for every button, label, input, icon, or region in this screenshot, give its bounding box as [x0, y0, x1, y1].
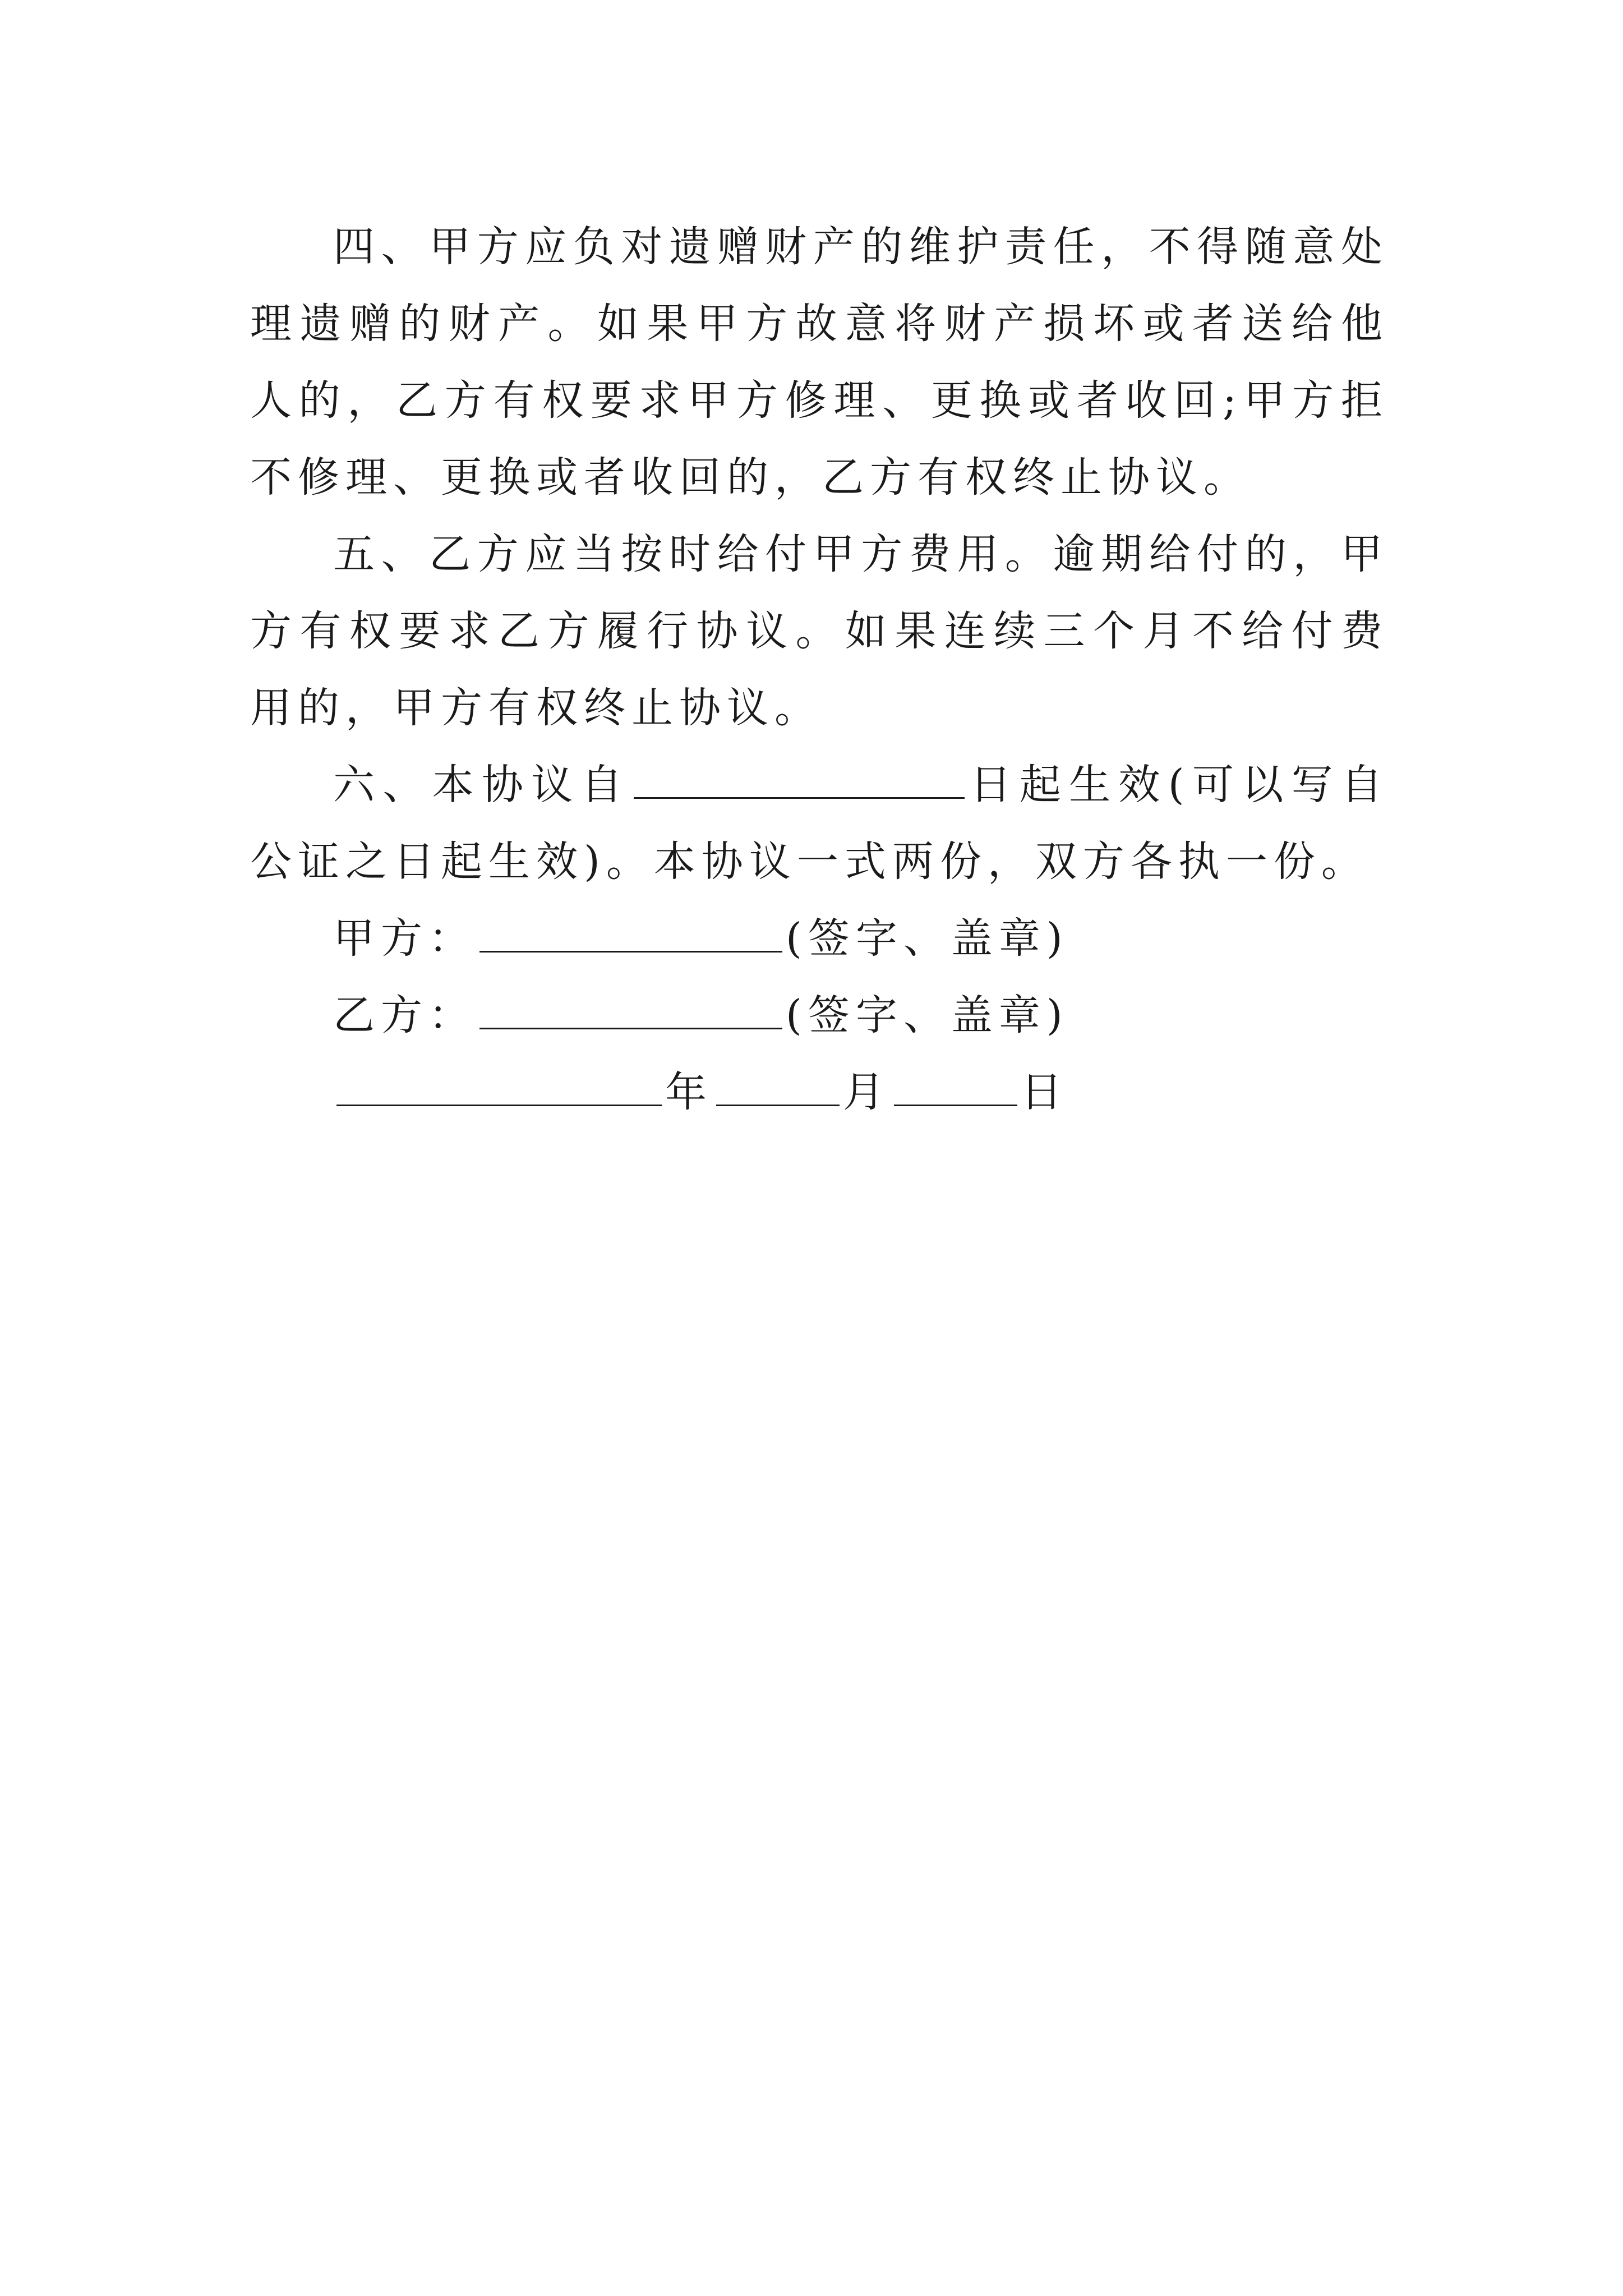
- party-a-signature-blank: [479, 915, 782, 953]
- year-blank: [336, 1069, 662, 1106]
- date-line: [250, 1054, 1389, 1131]
- document-body: [250, 209, 1389, 1131]
- clause-six-end: 日起生效(可以写自公证之日起生效)。本协议一式两份，双方各执一份。: [250, 761, 1389, 886]
- party-b-signature-line: [250, 977, 1389, 1054]
- clause-five-paragraph: 五、乙方应当按时给付甲方费用。逾期给付的，甲方有权要求乙方履行协议。如果连续三个月不给付费用的，甲方有权终止协议。: [250, 530, 1389, 732]
- party-b-label: 乙方：: [333, 991, 476, 1039]
- clause-six-start: 六、本协议自: [333, 761, 631, 809]
- month-blank: [716, 1069, 840, 1106]
- day-label: 日: [1021, 1068, 1068, 1116]
- month-label: 月: [843, 1068, 891, 1116]
- clause-six-paragraph: [250, 747, 1389, 900]
- clause-four-paragraph: 四、甲方应负对遗赠财产的维护责任，不得随意处理遗赠的财产。如果甲方故意将财产损坏或者送给他人的，乙方有权要求甲方修理、更换或者收回;甲方拒不修理、更换或者收回的，乙方有权终止协议。: [250, 223, 1389, 501]
- party-b-signature-blank: [479, 992, 782, 1029]
- party-b-sign-note: (签字、盖章): [786, 991, 1069, 1039]
- effective-date-blank: [634, 761, 965, 799]
- party-a-label: 甲方：: [333, 914, 476, 963]
- year-label: 年: [665, 1068, 713, 1116]
- day-blank: [894, 1069, 1017, 1106]
- party-a-sign-note: (签字、盖章): [786, 914, 1069, 963]
- party-a-signature-line: [250, 900, 1389, 977]
